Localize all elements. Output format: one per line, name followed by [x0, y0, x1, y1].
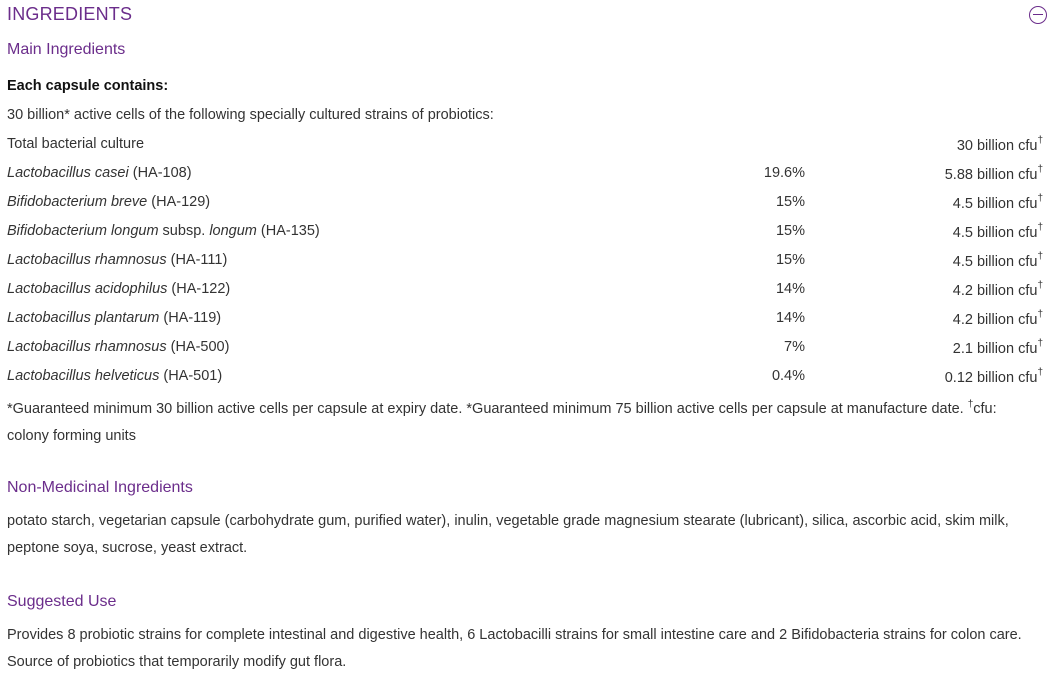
footnote-cfu: cfu: colony forming units [7, 400, 997, 444]
strain-percent: 14% [775, 281, 805, 297]
footnote-mark: † [967, 399, 974, 410]
strain-subspecies: longum [209, 223, 257, 239]
strain-subsp: subsp. [158, 223, 210, 239]
strain-genus: Lactobacillus rhamnosus [7, 339, 167, 355]
table-row [7, 223, 1043, 243]
strain-genus: Lactobacillus plantarum [7, 310, 160, 326]
strain-code: (HA-122) [167, 281, 231, 297]
strain-name [7, 136, 144, 152]
strain-amount [945, 368, 1043, 386]
strain-code: (HA-135) [256, 223, 320, 239]
dagger-mark: † [1037, 222, 1043, 233]
strain-percent: 14% [775, 310, 805, 326]
strain-amount [953, 281, 1043, 299]
dagger-mark: † [1037, 338, 1043, 349]
dagger-mark: † [1037, 164, 1043, 175]
amount-value: 0.12 billion cfu [944, 369, 1038, 386]
strain-code: Total bacterial culture [7, 136, 145, 152]
table-row [7, 136, 1043, 156]
strain-amount [945, 165, 1043, 183]
strain-code: (HA-108) [128, 165, 192, 181]
strain-name [7, 252, 227, 268]
table-row [7, 339, 1043, 359]
amount-value: 4.5 billion cfu [952, 195, 1038, 212]
dagger-mark: † [1037, 309, 1043, 320]
suggested-use-heading: Suggested Use [7, 593, 117, 610]
dagger-mark: † [1037, 135, 1043, 146]
strain-amount [953, 252, 1043, 270]
strain-percent: 0.4% [771, 368, 805, 384]
table-row [7, 310, 1043, 330]
intro-text: 30 billion* active cells of the following specially cultured strains of probiotics: [7, 107, 494, 123]
strain-name [7, 281, 230, 297]
dagger-mark: † [1037, 193, 1043, 204]
amount-value: 5.88 billion cfu [944, 166, 1038, 183]
strain-genus: Lactobacillus helveticus [7, 368, 160, 384]
amount-value: 4.5 billion cfu [952, 224, 1038, 241]
footnote-text: *Guaranteed minimum 30 billion active cells per capsule at expiry date. *Guaranteed minimum 75 billion active cells per capsule at manufacture date. [7, 400, 968, 417]
strain-percent: 15% [775, 252, 805, 268]
strain-genus: Lactobacillus rhamnosus [7, 252, 167, 268]
minus-circle-icon[interactable] [1029, 6, 1047, 24]
strain-amount [953, 310, 1043, 328]
strain-code: (HA-129) [147, 194, 211, 210]
dagger-mark: † [1037, 280, 1043, 291]
strain-genus: Lactobacillus casei [7, 165, 129, 181]
strain-amount [953, 194, 1043, 212]
table-row [7, 281, 1043, 301]
strain-percent: 19.6% [763, 165, 805, 181]
amount-value: 30 billion cfu [956, 137, 1038, 154]
table-row [7, 252, 1043, 272]
strain-amount [953, 339, 1043, 357]
amount-value: 2.1 billion cfu [952, 340, 1038, 357]
strain-genus: Lactobacillus acidophilus [7, 281, 168, 297]
amount-value: 4.2 billion cfu [952, 282, 1038, 299]
strain-percent: 15% [775, 194, 805, 210]
table-row [7, 165, 1043, 185]
section-title: INGREDIENTS [7, 4, 133, 24]
dagger-mark: † [1037, 367, 1043, 378]
strain-name [7, 223, 320, 239]
strain-code: (HA-111) [166, 252, 228, 268]
strain-code: (HA-119) [159, 310, 222, 326]
strain-percent: 15% [775, 223, 805, 239]
table-row [7, 368, 1043, 388]
strain-amount [953, 223, 1043, 241]
strain-amount [957, 136, 1043, 154]
amount-value: 4.5 billion cfu [952, 253, 1038, 270]
table-row [7, 194, 1043, 214]
strain-name [7, 310, 221, 326]
main-ingredients-heading: Main Ingredients [7, 41, 126, 58]
strain-code: (HA-500) [166, 339, 230, 355]
strain-genus: Bifidobacterium breve [7, 194, 148, 210]
strain-name [7, 339, 229, 355]
strain-genus: Bifidobacterium longum [7, 223, 159, 239]
non-medicinal-text: potato starch, vegetarian capsule (carbohydrate gum, purified water), inulin, vegetable grade magnesium stearate (lubricant), silica, ascorbic acid, skim milk, peptone soya, sucrose, yeast extract. [7, 513, 1009, 556]
strain-name [7, 368, 222, 384]
strain-name [7, 165, 192, 181]
strain-code: (HA-501) [159, 368, 223, 384]
amount-value: 4.2 billion cfu [952, 311, 1038, 328]
non-medicinal-heading: Non-Medicinal Ingredients [7, 479, 193, 496]
footnote [7, 391, 1037, 450]
strain-percent: 7% [784, 339, 805, 355]
strain-name [7, 194, 210, 210]
ingredients-header[interactable] [7, 4, 1047, 28]
capsule-label: Each capsule contains: [7, 78, 169, 94]
suggested-use-text: Provides 8 probiotic strains for complete intestinal and digestive health, 6 Lactobacilli strains for small intestine care and 2 Bifidobacteria strains for colon care. Source of probiotics that temporarily modify gut flora. [7, 627, 1022, 670]
dagger-mark: † [1037, 251, 1043, 262]
